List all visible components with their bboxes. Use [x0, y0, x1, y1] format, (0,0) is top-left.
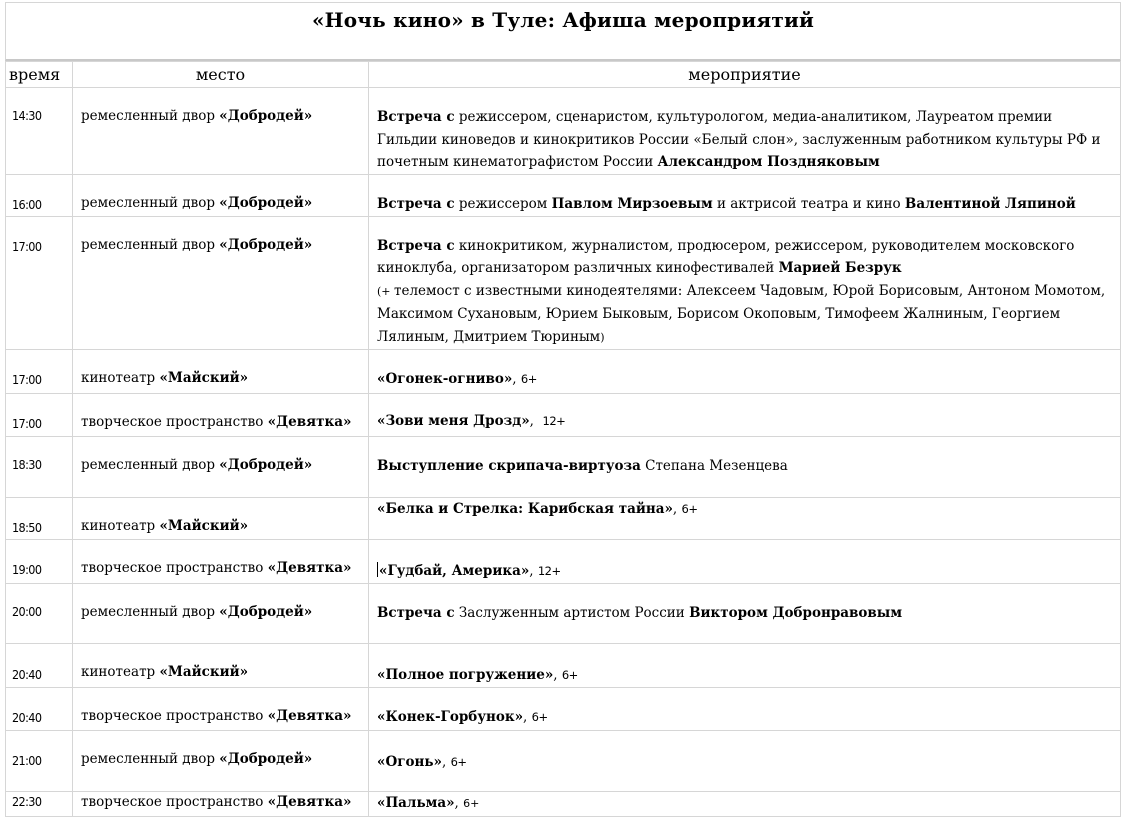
place-name: «Добродей» [219, 751, 313, 767]
table-row [6, 792, 1121, 817]
event-time: 17:00 [6, 216, 73, 350]
event-description: «Гудбай, Америка», 12+ [369, 540, 1121, 584]
table-row [6, 584, 1121, 644]
title-row [5, 2, 1121, 61]
place-name: «Добродей» [219, 108, 313, 124]
event-place [73, 437, 369, 498]
event-time: 17:00 [6, 350, 73, 394]
page-title: «Ночь кино» в Туле: Афиша мероприятий [311, 8, 815, 32]
event-place [73, 644, 369, 688]
event-description: Встреча с режиссером, сценаристом, культурологом, медиа-аналитиком, Лауреатом премии Гильдии киноведов и кинокритиков России «Белый слон», заслуженным работником культуры РФ и почетным кинематографистом России Александром Поздняковым [369, 88, 1121, 175]
event-time: 19:00 [6, 540, 73, 584]
place-type: ремесленный двор [81, 236, 220, 253]
header-row [6, 62, 1121, 88]
place-type: кинотеатр [81, 518, 160, 534]
place-name: «Добродей» [219, 194, 313, 211]
place-name: «Девятка» [267, 794, 352, 810]
event-description: «Полное погружение», 6+ [369, 644, 1121, 688]
event-place [73, 350, 369, 394]
event-time: 16:00 [6, 174, 73, 216]
column-header-event: мероприятие [369, 62, 1121, 88]
place-name: «Майский» [159, 518, 249, 534]
event-place [73, 540, 369, 584]
event-time: 20:00 [6, 584, 73, 644]
place-name: «Майский» [159, 370, 249, 386]
event-description: «Зови меня Дрозд», 12+ [369, 394, 1121, 437]
schedule-table [5, 61, 1121, 817]
event-description: «Пальма», 6+ [369, 792, 1121, 817]
event-description: Выступление скрипача-виртуоза Степана Мезенцева [369, 437, 1121, 498]
event-time: 22:30 [6, 792, 73, 817]
table-row [6, 88, 1121, 175]
place-type: ремесленный двор [81, 194, 220, 211]
event-description: «Конек-Горбунок», 6+ [369, 688, 1121, 731]
place-type: творческое пространство [81, 708, 268, 724]
event-time: 21:00 [6, 731, 73, 792]
event-time: 18:50 [6, 498, 73, 540]
place-name: «Девятка» [267, 708, 352, 724]
column-header-place: место [73, 62, 369, 88]
place-type: ремесленный двор [81, 604, 220, 620]
column-header-time: время [6, 62, 73, 88]
event-place [73, 394, 369, 437]
event-description: Встреча с Заслуженным артистом России Виктором Добронравовым [369, 584, 1121, 644]
event-description: Встреча с кинокритиком, журналистом, продюсером, режиссером, руководителем московского киноклуба, организатором различных кинофестивалей Марией Безрук (+ телемост с известными кинодеятелями: Алексеем Чадовым, Юрой Борисовым, Антоном Момотом, Максимом Сухановым, Юрием Быковым, Борисом Окоповым, Тимофеем Жалниным, Георгием Лялиным, Дмитрием Тюриным) [369, 216, 1121, 350]
event-place [73, 498, 369, 540]
event-place [73, 216, 369, 350]
place-name: «Добродей» [219, 604, 313, 620]
place-name: «Девятка» [267, 414, 352, 430]
place-type: ремесленный двор [81, 108, 220, 124]
event-description: Встреча с режиссером Павлом Мирзоевым и актрисой театра и кино Валентиной Ляпиной [369, 174, 1121, 216]
table-row [6, 394, 1121, 437]
event-time: 20:40 [6, 688, 73, 731]
place-name: «Девятка» [267, 560, 352, 576]
event-place [73, 792, 369, 817]
table-row [6, 644, 1121, 688]
event-time: 20:40 [6, 644, 73, 688]
event-time: 17:00 [6, 394, 73, 437]
place-type: творческое пространство [81, 560, 268, 576]
table-row [6, 731, 1121, 792]
event-place [73, 731, 369, 792]
event-time: 18:30 [6, 437, 73, 498]
table-row [6, 688, 1121, 731]
place-name: «Майский» [159, 664, 249, 680]
place-type: творческое пространство [81, 794, 268, 810]
place-type: ремесленный двор [81, 751, 220, 767]
event-place [73, 584, 369, 644]
event-time: 14:30 [6, 88, 73, 175]
table-row [6, 350, 1121, 394]
place-name: «Добродей» [219, 457, 313, 473]
event-description: «Белка и Стрелка: Карибская тайна», 6+ [369, 498, 1121, 540]
place-type: кинотеатр [81, 370, 160, 386]
table-row [6, 540, 1121, 584]
event-description: «Огонь», 6+ [369, 731, 1121, 792]
place-type: ремесленный двор [81, 457, 220, 473]
table-row [6, 437, 1121, 498]
table-row [6, 174, 1121, 216]
event-place [73, 688, 369, 731]
schedule-sheet [5, 2, 1121, 817]
place-type: кинотеатр [81, 664, 160, 680]
event-place [73, 174, 369, 216]
event-description: «Огонек-огниво», 6+ [369, 350, 1121, 394]
table-row [6, 216, 1121, 350]
event-place [73, 88, 369, 175]
place-type: творческое пространство [81, 414, 268, 430]
table-row [6, 498, 1121, 540]
place-name: «Добродей» [219, 236, 313, 253]
